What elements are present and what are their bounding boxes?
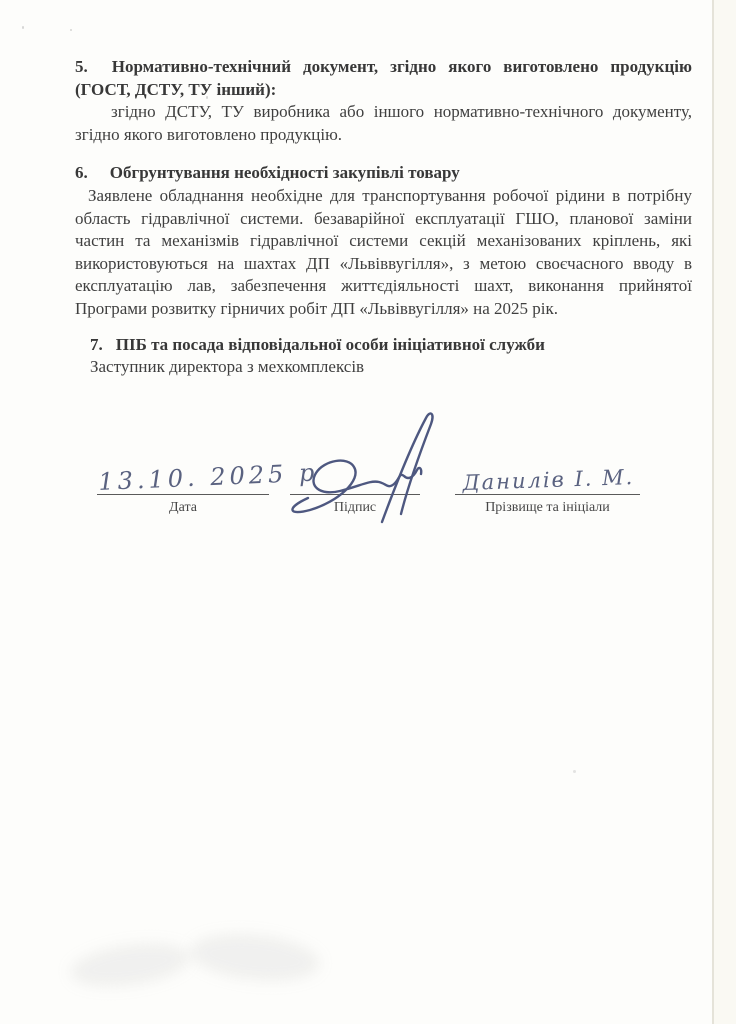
- handwritten-date: 13.10. 2025 р: [97, 458, 319, 496]
- section-7: [90, 334, 692, 379]
- section-5-body: згідно ДСТУ, ТУ виробника або іншого нормативно-технічного документу, згідно якого виготовлено продукцію.: [75, 102, 692, 144]
- section-5-heading: [75, 56, 692, 101]
- section-6-number: 6.: [75, 163, 88, 183]
- scan-speck: [573, 770, 576, 773]
- scan-speck: [22, 26, 24, 29]
- section-7-number: 7.: [90, 334, 103, 354]
- section-7-body: Заступник директора з мехкомплексів: [90, 357, 365, 377]
- signature-underline: [290, 494, 420, 495]
- scan-edge-line: [712, 0, 714, 1024]
- section-7-heading-text: ПІБ та посада відповідальної особи ініціативної служби: [115, 334, 545, 354]
- section-7-heading: [90, 334, 692, 357]
- name-label: Прізвище та ініціали: [485, 499, 610, 515]
- scan-smudge: [188, 928, 322, 986]
- scan-smudge: [68, 937, 192, 993]
- date-field: [97, 458, 319, 516]
- date-label: Дата: [169, 499, 197, 515]
- scan-edge-tint: [714, 0, 736, 1024]
- signature-block: [75, 421, 692, 516]
- handwritten-name: Данилів І. М.: [462, 464, 635, 495]
- section-5-heading-text: Нормативно-технічний документ, згідно якого виготовлено продукцію (ГОСТ, ДСТУ, ТУ інший):: [75, 57, 692, 99]
- scan-speck: [70, 29, 72, 31]
- section-6: [75, 162, 692, 320]
- signature-field: [290, 494, 420, 516]
- name-field: [455, 464, 640, 516]
- section-6-heading: [75, 162, 692, 185]
- section-6-heading-text: Обгрунтування необхідності закупівлі товару: [109, 163, 460, 183]
- scan-speck: [206, 96, 208, 99]
- signature-label: Підпис: [333, 499, 377, 515]
- section-6-body: Заявлене обладнання необхідне для транспортування робочої рідини в потрібну область гідравлічної системи. безаварійної експлуатації ГШО, планової заміни частин та механізмів гідравлічної системи секцій механізованих кріплень, які використовуються на шахтах ДП «Львіввугілля», з метою своєчасного вводу в експлуатацію лав, забезпечення життєдіяльності шахт, виконання прийнятої Програми розвитку гірничих робіт ДП «Львіввугілля» на 2025 рік.: [75, 185, 692, 318]
- section-5-number: 5.: [75, 57, 88, 76]
